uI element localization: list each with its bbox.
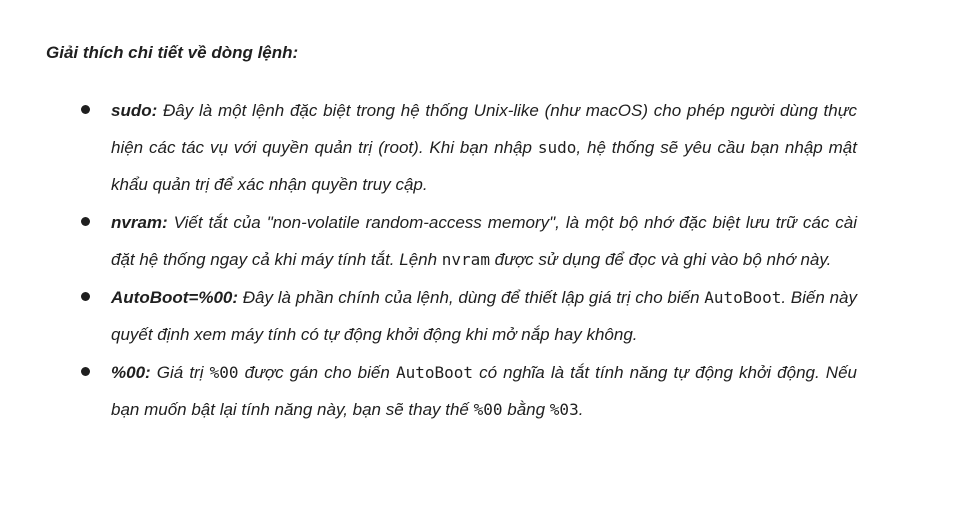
body-text: bằng (502, 400, 550, 419)
bullet-list (0, 92, 960, 428)
list-item-body (111, 363, 857, 419)
body-text: được gán cho biến (238, 363, 396, 382)
body-text: , hệ thống sẽ yêu cầu bạn nhập mật khẩu quản trị để xác nhận quyền truy cập. (111, 138, 857, 194)
body-text: Giá trị (150, 363, 210, 382)
bullet-dot-icon (81, 292, 90, 301)
inline-code: sudo (537, 138, 577, 157)
list-item (0, 92, 960, 203)
list-item-text (111, 279, 857, 353)
body-text: có nghĩa là tắt tính năng tự động khởi động. Nếu bạn muốn bật lại tính năng này, bạn sẽ thay thế (111, 363, 857, 419)
body-text: . Biến này quyết định xem máy tính có tự động khởi động khi mở nắp hay không. (111, 288, 857, 344)
bullet-dot-icon (81, 217, 90, 226)
list-item-term: nvram: (111, 213, 168, 232)
body-text: Đây là một lệnh đặc biệt trong hệ thống Unix-like (như macOS) cho phép người dùng thực hiện các tác vụ với quyền quản trị (root). Khi bạn nhập (111, 101, 857, 157)
inline-code: %00 (473, 400, 503, 419)
section-heading: Giải thích chi tiết về dòng lệnh: (46, 43, 299, 62)
list-item-term: sudo: (111, 101, 158, 120)
list-item-body (111, 101, 857, 194)
list-item-text (111, 204, 857, 278)
list-item-term: %00: (111, 363, 151, 382)
list-item (0, 204, 960, 278)
list-item (0, 354, 960, 428)
bullet-dot-icon (81, 105, 90, 114)
bullet-dot-icon (81, 367, 90, 376)
inline-code: AutoBoot (704, 288, 782, 307)
inline-code: %00 (209, 363, 239, 382)
inline-code: nvram (441, 250, 490, 269)
inline-code: %03 (549, 400, 579, 419)
list-item (0, 279, 960, 353)
list-item-body (111, 213, 857, 269)
body-text: . (578, 400, 584, 419)
list-item-text (111, 354, 857, 428)
body-text: được sử dụng để đọc và ghi vào bộ nhớ này. (489, 250, 832, 269)
list-item-term: AutoBoot=%00: (111, 288, 239, 307)
inline-code: AutoBoot (395, 363, 473, 382)
body-text: Đây là phần chính của lệnh, dùng để thiết lập giá trị cho biến (238, 288, 705, 307)
body-text: Viết tắt của "non-volatile random-access memory", là một bộ nhớ đặc biệt lưu trữ các cài đặt hệ thống ngay cả khi máy tính tắt. Lệnh (111, 213, 857, 269)
list-item-text (111, 92, 857, 203)
